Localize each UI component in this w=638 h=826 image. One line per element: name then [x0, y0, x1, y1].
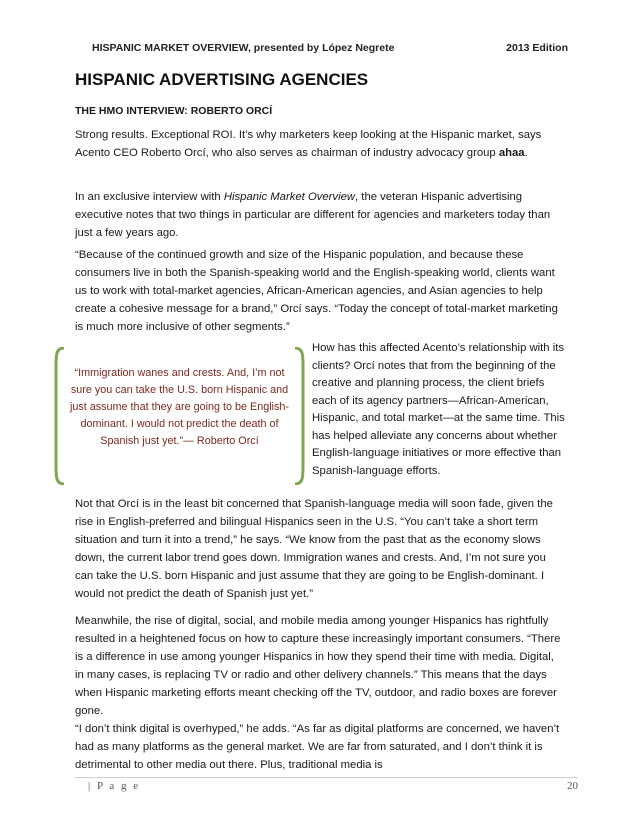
header-edition: 2013 Edition: [506, 42, 568, 54]
paragraph-text: Strong results. Exceptional ROI. It’s why marketers keep looking at the Hispanic market, says Acento CEO Roberto Orcí, who also serves as chairman of industry advocacy group: [75, 129, 542, 159]
ahaa-bold: ahaa: [498, 147, 525, 159]
interview-subhead: THE HMO INTERVIEW: ROBERTO ORCÍ: [75, 105, 273, 117]
paragraph-text: , the veteran Hispanic advertising executive notes that two things in particular are different for agencies and marketers today than just a few years ago.: [75, 191, 551, 239]
header-title: HISPANIC MARKET OVERVIEW, presented by López Negrete: [92, 42, 395, 54]
paragraph-text: .: [524, 147, 528, 159]
section-title: HISPANIC ADVERTISING AGENCIES: [75, 70, 369, 89]
paragraph-text: In an exclusive interview with: [75, 191, 224, 203]
paragraph-intro: [75, 126, 565, 162]
page-footer: [88, 780, 578, 796]
right-bracket-icon: [293, 347, 307, 485]
paragraph-digital: [75, 612, 565, 720]
page-header: [92, 42, 568, 56]
pull-quote: [52, 347, 307, 485]
paragraph-exclusive: [75, 188, 565, 242]
side-paragraph: How has this affected Acento’s relationship with its clients? Orcí notes that from the beginning of the creative and planning process, the client briefs each of its agency partners—African-American, Hispanic, and total market—at the same time. This has helped alleviate any concerns about whether English-language initiatives or more effective than Spanish-language efforts.: [312, 342, 565, 477]
paragraph-concern: [75, 495, 565, 603]
paragraph-text: Not that Orcí is in the least bit concerned that Spanish-language media will soon fade, given the rise in English-preferred and bilingual Hispanics seen in the U.S. “You can’t take a short term situation and turn it into a trend,” he says. “We know from the past that as the economy slows down, the current labor trend goes down. Immigration wanes and crests. And, I’m not sure you can take the U.S. born Hispanic and just assume that they are going to be English-dominant. I would not predict the death of Spanish just yet.”: [75, 498, 553, 600]
paragraph-growth: [75, 246, 565, 336]
paragraph-text: Meanwhile, the rise of digital, social, and mobile media among younger Hispanics has rightfully resulted in a heightened focus on how to capture these increasingly important consumers. “There is a difference in use among younger Hispanics in how they spend their time with media. Digital, in many cases, is replacing TV or radio and other delivery channels.” This means that the days when Hispanic marketing efforts meant checking off the TV, outdoor, and radio boxes are forever gone.: [75, 615, 561, 717]
paragraph-text: “Because of the continued growth and size of the Hispanic population, and because these consumers live in both the Spanish-speaking world and the English-speaking world, clients want us to work with total-market agencies, African-American agencies, and Asian agencies to help create a cohesive message for a brand,” Orcí says. “Today the concept of total-market marketing is much more inclusive of other segments.”: [75, 249, 558, 333]
footer-divider: [75, 777, 578, 778]
page-number: 20: [567, 780, 578, 792]
pull-quote-text: “Immigration wanes and crests. And, I’m not sure you can take the U.S. born Hispanic and just assume that they are going to be English-dominant. I would not predict the death of Spanish just yet.”— Roberto Orcí: [69, 367, 290, 447]
paragraph-overhyped: [75, 720, 565, 774]
page-label: | P a g e: [88, 780, 141, 792]
publication-italic: Hispanic Market Overview: [223, 191, 356, 203]
paragraph-text: “I don’t think digital is overhyped,” he adds. “As far as digital platforms are concerned, we haven’t had as many platforms as the general market. We are far from saturated, and I don’t think it is detrimental to other media out there. Plus, traditional media is: [75, 723, 560, 771]
left-bracket-icon: [52, 347, 66, 485]
